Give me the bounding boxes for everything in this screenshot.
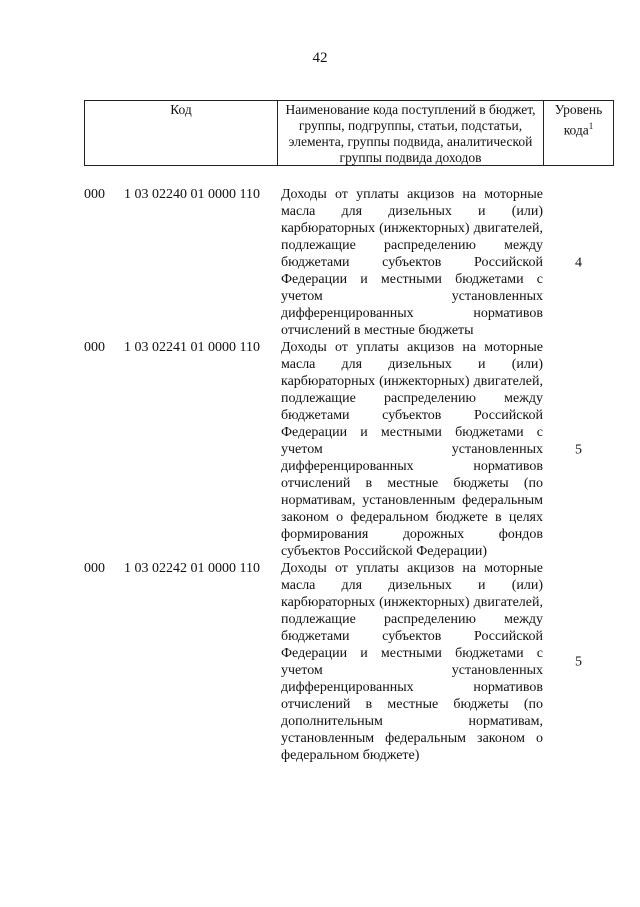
row-level: 5 <box>575 654 582 670</box>
row-level: 5 <box>575 442 582 457</box>
header-code: Код <box>85 101 278 165</box>
row-name: Доходы от уплаты акцизов на моторные масла для дизельных и (или) карбюраторных (инжекторных) двигателей, подлежащие распределению между бюджетами субъектов Российской Федерации и местными бюджетами с учетом установленных дифференцированных нормативов отчислений в местные бюджеты (по нормативам, установленным федеральным законом о федеральном бюджете в целях формирования дорожных фондов субъектов Российской Федерации) <box>281 340 543 559</box>
row-level-cell <box>543 186 614 339</box>
row-code: 1 03 02242 01 0000 110 <box>124 561 260 576</box>
row-code: 1 03 02241 01 0000 110 <box>124 340 260 355</box>
row-name: Доходы от уплаты акцизов на моторные масла для дизельных и (или) карбюраторных (инжекторных) двигателей, подлежащие распределению между бюджетами субъектов Российской Федерации и местными бюджетами с учетом установленных дифференцированных нормативов отчислений в местные бюджеты (по дополнительным нормативам, установленным федеральным законом о федеральном бюджете) <box>281 561 543 763</box>
header-level <box>544 101 613 165</box>
row-level-cell <box>543 339 614 560</box>
table-body <box>84 186 614 764</box>
row-code: 1 03 02240 01 0000 110 <box>124 187 260 202</box>
page-number: 42 <box>312 50 328 66</box>
row-level-cell <box>543 560 614 764</box>
table-row <box>84 560 614 764</box>
header-name: Наименование кода поступлений в бюджет, группы, подгруппы, статьи, подстатьи, элемента, группы подвида, аналитической группы подвида доходов <box>278 101 544 165</box>
row-admin-code: 000 <box>84 187 105 202</box>
table-row <box>84 186 614 339</box>
row-admin-code: 000 <box>84 340 105 355</box>
header-level-footnote: 1 <box>588 121 594 131</box>
row-name: Доходы от уплаты акцизов на моторные масла для дизельных и (или) карбюраторных (инжекторных) двигателей, подлежащие распределению между бюджетами субъектов Российской Федерации и местными бюджетами с учетом установленных дифференцированных нормативов отчислений в местные бюджеты <box>281 187 543 338</box>
row-level: 4 <box>575 255 582 270</box>
table-row <box>84 339 614 560</box>
header-level-label: Уровень кода <box>554 102 603 138</box>
table-header <box>84 100 614 166</box>
row-admin-code: 000 <box>84 561 105 576</box>
